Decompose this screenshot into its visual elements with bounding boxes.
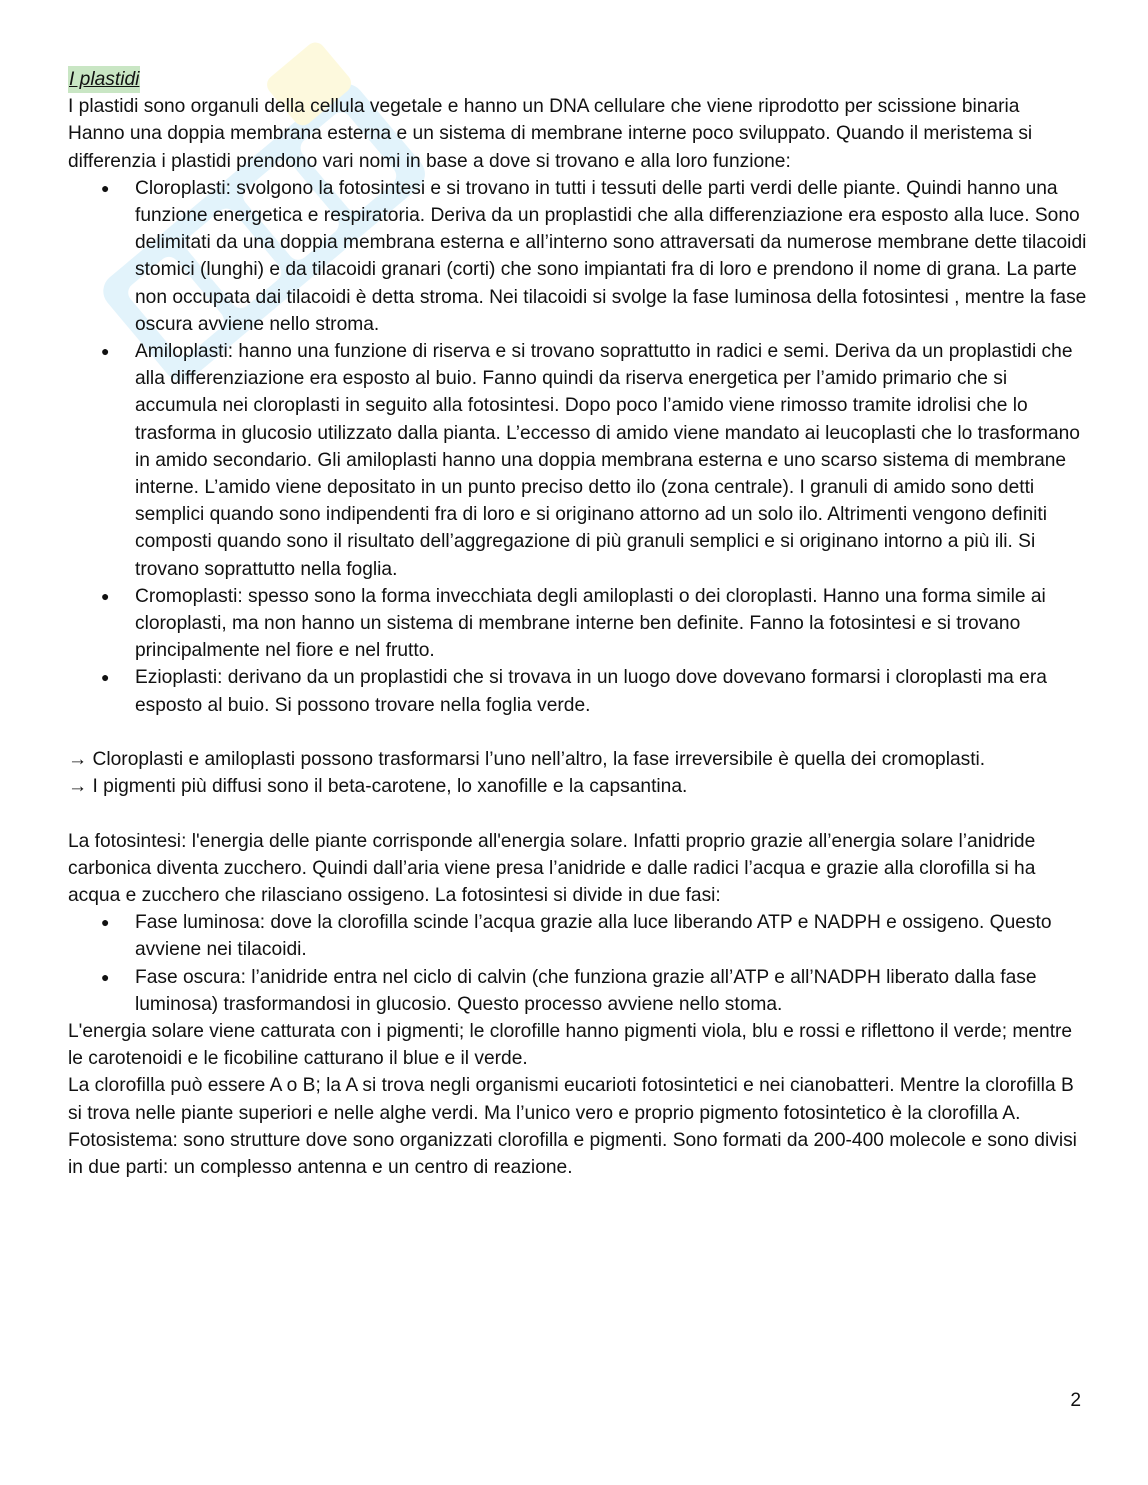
plastid-list [68, 175, 1088, 719]
spacer [68, 800, 1088, 827]
intro-paragraph: I plastidi sono organuli della cellula vegetale e hanno un DNA cellulare che viene riprodotto per scissione binaria [68, 96, 1020, 118]
list-item: ● Cloroplasti: svolgono la fotosintesi e si trovano in tutti i tessuti delle parti verdi delle piante. Quindi hanno una funzione energetica e respiratoria. Deriva da un proplastidi che alla differenziazione era esposto alla luce. Sono delimitati da una doppia membrana esterna e all’interno sono attraversati da numerose membrane dette tilacoidi stomici (lunghi) e da tilacoidi granari (corti) che sono impiantati fra di loro e prendono il nome di grana. La parte non occupata dai tilacoidi è detta stroma. Nei tilacoidi si svolge la fase luminosa della fotosintesi , mentre la fase oscura avviene nello stroma. [135, 175, 1088, 338]
list-item: ● Cromoplasti: spesso sono la forma invecchiata degli amiloplasti o dei cloroplasti. Hanno una forma simile ai cloroplasti, ma non hanno un sistema di membrane interne ben definite. Fanno la fotosintesi e si trovano principalmente nel fiore e nel frutto. [135, 583, 1088, 665]
body-paragraph: Fotosistema: sono strutture dove sono organizzati clorofilla e pigmenti. Sono formati da 200-400 molecole e sono divisi in due parti: un complesso antenna e un centro di reazione. [68, 1129, 1077, 1179]
arrow-note: → Cloroplasti e amiloplasti possono trasformarsi l’uno nell’altro, la fase irreversibile è quella dei cromoplasti. [68, 749, 986, 771]
document-page [68, 66, 1088, 1181]
photosynthesis-intro: La fotosintesi: l'energia delle piante corrisponde all'energia solare. Infatti proprio grazie all’energia solare l’anidride carbonica diventa zucchero. Quindi dall’aria viene presa l’anidride e dalle radici l’acqua e grazie alla clorofilla si ha acqua e zucchero che rilasciano ossigeno. La fotosintesi si divide in due fasi: [68, 830, 1036, 907]
list-item: ● Amiloplasti: hanno una funzione di riserva e si trovano soprattutto in radici e semi. Deriva da un proplastidi che alla differenziazione era esposto al buio. Fanno quindi da riserva energetica per l’amido primario che si accumula nei cloroplasti in seguito alla fotosintesi. Dopo poco l’amido viene rimosso tramite idrolisi che lo trasforma in glucosio utilizzato dalla pianta. L’eccesso di amido viene mandato ai leucoplasti che lo trasformano in amido secondario. Gli amiloplasti hanno una doppia membrana esterna e uno scarso sistema di membrane interne. L’amido viene depositato in un punto preciso detto ilo (zona centrale). I granuli di amido sono detti semplici quando sono indipendenti fra di loro e si originano attorno ad un solo ilo. Altrimenti vengono definiti composti quando sono il risultato dell’aggregazione di più granuli semplici e si originano intorno a più ili. Si trovano soprattutto nella foglia. [135, 338, 1088, 583]
body-paragraph: L'energia solare viene catturata con i pigmenti; le clorofille hanno pigmenti viola, blu e rossi e riflettono il verde; mentre le carotenoidi e le ficobiline catturano il blue e il verde. [68, 1021, 1073, 1070]
arrow-note: → I pigmenti più diffusi sono il beta-carotene, lo xanofille e la capsantina. [68, 776, 688, 798]
spacer [68, 719, 1088, 746]
phases-list [68, 909, 1088, 1018]
intro-paragraph: Hanno una doppia membrana esterna e un sistema di membrane interne poco sviluppato. Quando il meristema si differenzia i plastidi prendono vari nomi in base a dove si trovano e alla loro funzione: [68, 123, 1033, 172]
list-item: ● Fase oscura: l’anidride entra nel ciclo di calvin (che funziona grazie all’ATP e all’NADPH liberato dalla fase luminosa) trasformandosi in glucosio. Questo processo avviene nello stoma. [135, 964, 1088, 1018]
page-number: 2 [1070, 1390, 1081, 1411]
section-title: I plastidi [68, 66, 140, 93]
list-item: ● Fase luminosa: dove la clorofilla scinde l’acqua grazie alla luce liberando ATP e NADPH e ossigeno. Questo avviene nei tilacoidi. [135, 909, 1088, 963]
list-item: ● Ezioplasti: derivano da un proplastidi che si trovava in un luogo dove dovevano formarsi i cloroplasti ma era esposto al buio. Si possono trovare nella foglia verde. [135, 664, 1088, 718]
body-paragraph: La clorofilla può essere A o B; la A si trova negli organismi eucarioti fotosintetici e nei cianobatteri. Mentre la clorofilla B si trova nelle piante superiori e nelle alghe verdi. Ma l’unico vero e proprio pigmento fotosintetico è la clorofilla A. [68, 1075, 1074, 1124]
